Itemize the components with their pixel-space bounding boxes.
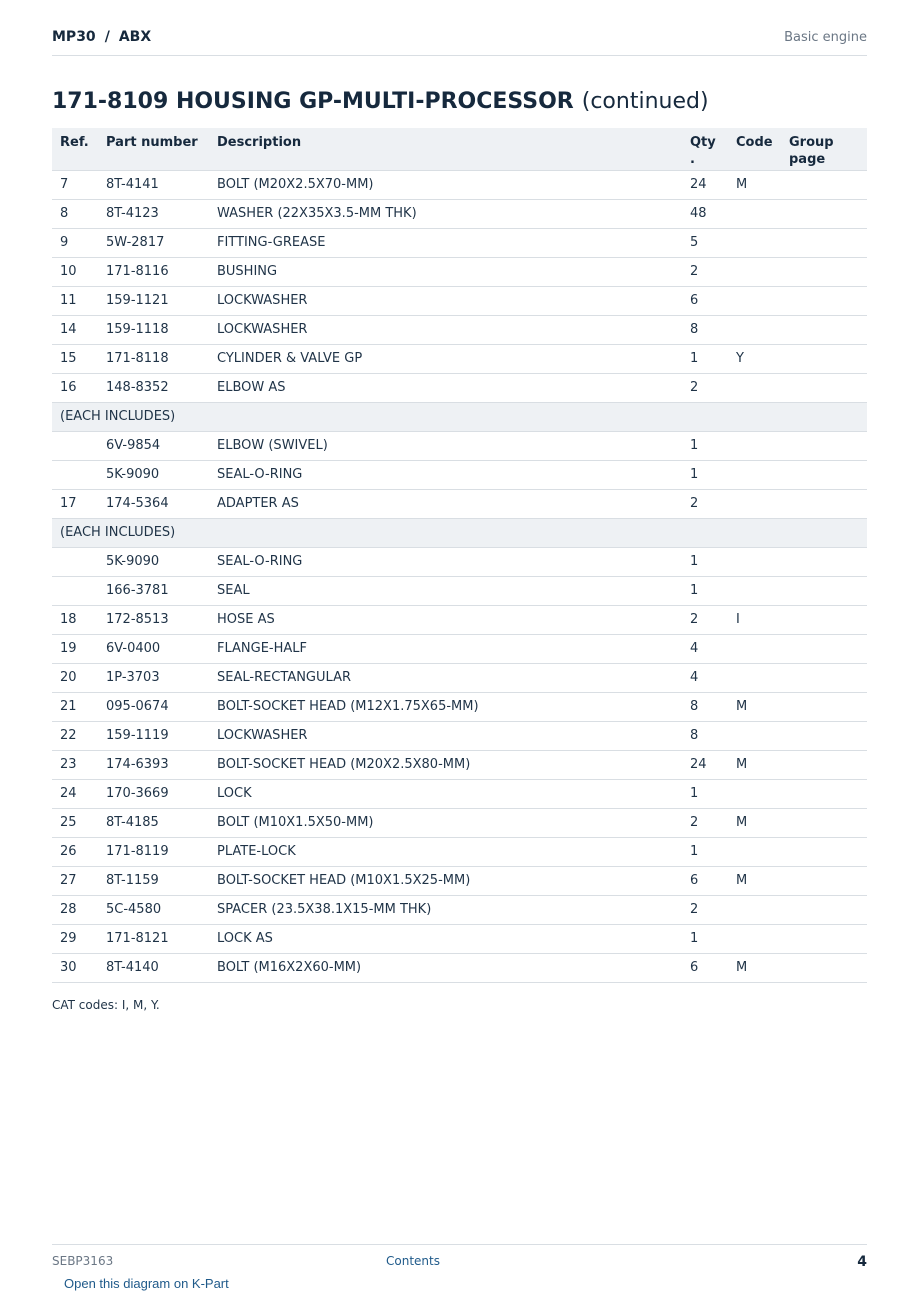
cell-qty: 1 [682, 547, 728, 576]
header-code: Code [728, 128, 781, 170]
cell-group-page [781, 779, 867, 808]
cell-description: SEAL-RECTANGULAR [209, 663, 682, 692]
cell-code [728, 924, 781, 953]
cell-qty: 1 [682, 924, 728, 953]
cell-description: SEAL-O-RING [209, 460, 682, 489]
table-row [52, 750, 867, 779]
cell-code [728, 460, 781, 489]
cell-part-number: 5K-9090 [98, 547, 209, 576]
cell-description: HOSE AS [209, 605, 682, 634]
header-qty: Qty . [682, 128, 728, 170]
cell-group-page [781, 170, 867, 199]
cell-code [728, 489, 781, 518]
cell-code [728, 895, 781, 924]
cell-qty: 2 [682, 257, 728, 286]
group-label-row [52, 402, 867, 431]
cell-description: CYLINDER & VALVE GP [209, 344, 682, 373]
cell-code: M [728, 953, 781, 982]
page-footer [52, 1244, 867, 1275]
cell-ref: 10 [52, 257, 98, 286]
cell-code [728, 315, 781, 344]
table-row [52, 315, 867, 344]
table-row [52, 692, 867, 721]
cell-part-number: 5C-4580 [98, 895, 209, 924]
cell-code [728, 373, 781, 402]
cell-qty: 48 [682, 199, 728, 228]
cell-description: ADAPTER AS [209, 489, 682, 518]
cell-qty: 5 [682, 228, 728, 257]
cell-part-number: 5W-2817 [98, 228, 209, 257]
cell-code: I [728, 605, 781, 634]
cell-qty: 1 [682, 779, 728, 808]
cell-ref: 30 [52, 953, 98, 982]
table-header-row [52, 128, 867, 170]
cell-qty: 8 [682, 315, 728, 344]
cell-group-page [781, 460, 867, 489]
cell-code: M [728, 866, 781, 895]
page-title-suffix: (continued) [581, 89, 709, 114]
cell-description: FITTING-GREASE [209, 228, 682, 257]
cell-qty: 24 [682, 750, 728, 779]
cell-group-page [781, 663, 867, 692]
breadcrumb-code: ABX [118, 29, 152, 45]
breadcrumb-separator: / [104, 29, 110, 45]
cell-part-number: 159-1121 [98, 286, 209, 315]
cell-group-page [781, 837, 867, 866]
group-label: (EACH INCLUDES) [52, 402, 867, 431]
cell-part-number: 171-8116 [98, 257, 209, 286]
header-ref: Ref. [52, 128, 98, 170]
group-label: (EACH INCLUDES) [52, 518, 867, 547]
table-row [52, 953, 867, 982]
cell-ref: 29 [52, 924, 98, 953]
cell-code: M [728, 808, 781, 837]
table-row [52, 634, 867, 663]
cell-part-number: 8T-4185 [98, 808, 209, 837]
cell-ref: 26 [52, 837, 98, 866]
cell-description: ELBOW (SWIVEL) [209, 431, 682, 460]
table-row [52, 170, 867, 199]
cell-ref: 24 [52, 779, 98, 808]
cell-part-number: 170-3669 [98, 779, 209, 808]
cell-description: PLATE-LOCK [209, 837, 682, 866]
cell-group-page [781, 228, 867, 257]
cell-ref: 21 [52, 692, 98, 721]
cell-group-page [781, 895, 867, 924]
cell-qty: 6 [682, 953, 728, 982]
cell-code [728, 837, 781, 866]
cell-code [728, 431, 781, 460]
cell-group-page [781, 953, 867, 982]
cell-part-number: 8T-4140 [98, 953, 209, 982]
cell-part-number: 6V-0400 [98, 634, 209, 663]
cell-qty: 4 [682, 634, 728, 663]
table-row [52, 721, 867, 750]
parts-table [52, 128, 867, 983]
cell-code: M [728, 692, 781, 721]
cell-group-page [781, 605, 867, 634]
cell-group-page [781, 721, 867, 750]
cell-group-page [781, 634, 867, 663]
table-row [52, 431, 867, 460]
cell-part-number: 159-1118 [98, 315, 209, 344]
cell-group-page [781, 750, 867, 779]
cell-part-number: 6V-9854 [98, 431, 209, 460]
cell-description: SEAL-O-RING [209, 547, 682, 576]
cell-qty: 8 [682, 692, 728, 721]
cell-code: M [728, 750, 781, 779]
cell-description: FLANGE-HALF [209, 634, 682, 663]
table-row [52, 373, 867, 402]
cell-description: LOCKWASHER [209, 721, 682, 750]
table-row [52, 808, 867, 837]
cell-part-number: 5K-9090 [98, 460, 209, 489]
cell-code [728, 576, 781, 605]
cell-ref [52, 431, 98, 460]
page-title [52, 89, 709, 114]
cell-description: BUSHING [209, 257, 682, 286]
cell-description: WASHER (22X35X3.5-MM THK) [209, 199, 682, 228]
cat-codes-note: CAT codes: I, M, Y. [52, 998, 160, 1012]
cell-ref [52, 576, 98, 605]
header-group-page: Group page [781, 128, 867, 170]
table-row [52, 199, 867, 228]
cell-qty: 1 [682, 344, 728, 373]
cell-code [728, 286, 781, 315]
cell-qty: 1 [682, 576, 728, 605]
cell-ref [52, 460, 98, 489]
cell-part-number: 8T-1159 [98, 866, 209, 895]
cell-qty: 6 [682, 866, 728, 895]
table-row [52, 837, 867, 866]
table-row [52, 489, 867, 518]
cell-group-page [781, 373, 867, 402]
cell-ref: 28 [52, 895, 98, 924]
cell-description: SEAL [209, 576, 682, 605]
cell-part-number: 171-8121 [98, 924, 209, 953]
page-title-main: 171-8109 HOUSING GP-MULTI-PROCESSOR [52, 89, 574, 114]
cell-description: ELBOW AS [209, 373, 682, 402]
cell-qty: 2 [682, 605, 728, 634]
table-row [52, 257, 867, 286]
cell-group-page [781, 924, 867, 953]
cell-description: BOLT (M20X2.5X70-MM) [209, 170, 682, 199]
table-row [52, 605, 867, 634]
cell-part-number: 159-1119 [98, 721, 209, 750]
cell-qty: 4 [682, 663, 728, 692]
table-row [52, 344, 867, 373]
cell-ref: 27 [52, 866, 98, 895]
cell-ref: 22 [52, 721, 98, 750]
document-id: SEBP3163 [52, 1254, 114, 1268]
cell-ref: 11 [52, 286, 98, 315]
table-row [52, 895, 867, 924]
cell-group-page [781, 808, 867, 837]
cell-ref: 9 [52, 228, 98, 257]
table-row [52, 663, 867, 692]
cell-qty: 1 [682, 460, 728, 489]
table-row [52, 547, 867, 576]
table-row [52, 866, 867, 895]
cell-description: BOLT-SOCKET HEAD (M20X2.5X80-MM) [209, 750, 682, 779]
cell-description: LOCKWASHER [209, 315, 682, 344]
cell-code: M [728, 170, 781, 199]
table-row [52, 924, 867, 953]
header-part-number: Part number [98, 128, 209, 170]
cell-part-number: 174-6393 [98, 750, 209, 779]
table-row [52, 460, 867, 489]
page-header [52, 29, 867, 56]
table-row [52, 779, 867, 808]
cell-description: LOCK [209, 779, 682, 808]
section-name: Basic engine [784, 30, 867, 45]
cell-part-number: 174-5364 [98, 489, 209, 518]
cell-ref: 25 [52, 808, 98, 837]
cell-description: LOCK AS [209, 924, 682, 953]
page-number: 4 [857, 1254, 867, 1270]
cell-ref: 15 [52, 344, 98, 373]
cell-ref: 14 [52, 315, 98, 344]
cell-group-page [781, 315, 867, 344]
contents-link[interactable]: Contents [386, 1254, 440, 1268]
cell-code [728, 228, 781, 257]
cell-part-number: 8T-4141 [98, 170, 209, 199]
cell-part-number: 171-8119 [98, 837, 209, 866]
cell-ref: 18 [52, 605, 98, 634]
header-description: Description [209, 128, 682, 170]
parts-table-body [52, 170, 867, 982]
cell-ref: 20 [52, 663, 98, 692]
cell-part-number: 171-8118 [98, 344, 209, 373]
cell-ref: 16 [52, 373, 98, 402]
cell-ref: 7 [52, 170, 98, 199]
cell-group-page [781, 547, 867, 576]
cell-group-page [781, 344, 867, 373]
cell-code [728, 663, 781, 692]
cell-qty: 2 [682, 489, 728, 518]
cell-part-number: 8T-4123 [98, 199, 209, 228]
cell-qty: 2 [682, 808, 728, 837]
cell-group-page [781, 576, 867, 605]
cell-code [728, 634, 781, 663]
kpart-diagram-link[interactable]: Open this diagram on K-Part [64, 1276, 229, 1291]
cell-part-number: 166-3781 [98, 576, 209, 605]
cell-part-number: 1P-3703 [98, 663, 209, 692]
cell-ref: 19 [52, 634, 98, 663]
cell-part-number: 148-8352 [98, 373, 209, 402]
cell-qty: 2 [682, 895, 728, 924]
cell-qty: 2 [682, 373, 728, 402]
table-row [52, 576, 867, 605]
cell-code [728, 257, 781, 286]
cell-ref: 8 [52, 199, 98, 228]
cell-group-page [781, 692, 867, 721]
breadcrumb-model: MP30 [52, 29, 96, 45]
cell-description: BOLT (M16X2X60-MM) [209, 953, 682, 982]
cell-code [728, 547, 781, 576]
cell-group-page [781, 866, 867, 895]
cell-qty: 24 [682, 170, 728, 199]
cell-code: Y [728, 344, 781, 373]
cell-ref [52, 547, 98, 576]
cell-group-page [781, 199, 867, 228]
group-label-row [52, 518, 867, 547]
table-row [52, 286, 867, 315]
cell-description: LOCKWASHER [209, 286, 682, 315]
cell-description: SPACER (23.5X38.1X15-MM THK) [209, 895, 682, 924]
cell-group-page [781, 286, 867, 315]
cell-ref: 23 [52, 750, 98, 779]
cell-group-page [781, 431, 867, 460]
cell-code [728, 199, 781, 228]
cell-group-page [781, 257, 867, 286]
cell-description: BOLT (M10X1.5X50-MM) [209, 808, 682, 837]
cell-description: BOLT-SOCKET HEAD (M10X1.5X25-MM) [209, 866, 682, 895]
cell-code [728, 779, 781, 808]
cell-qty: 6 [682, 286, 728, 315]
cell-description: BOLT-SOCKET HEAD (M12X1.75X65-MM) [209, 692, 682, 721]
cell-qty: 8 [682, 721, 728, 750]
cell-ref: 17 [52, 489, 98, 518]
cell-part-number: 172-8513 [98, 605, 209, 634]
breadcrumb [52, 29, 151, 45]
cell-code [728, 721, 781, 750]
cell-qty: 1 [682, 837, 728, 866]
cell-part-number: 095-0674 [98, 692, 209, 721]
cell-group-page [781, 489, 867, 518]
cell-qty: 1 [682, 431, 728, 460]
table-row [52, 228, 867, 257]
